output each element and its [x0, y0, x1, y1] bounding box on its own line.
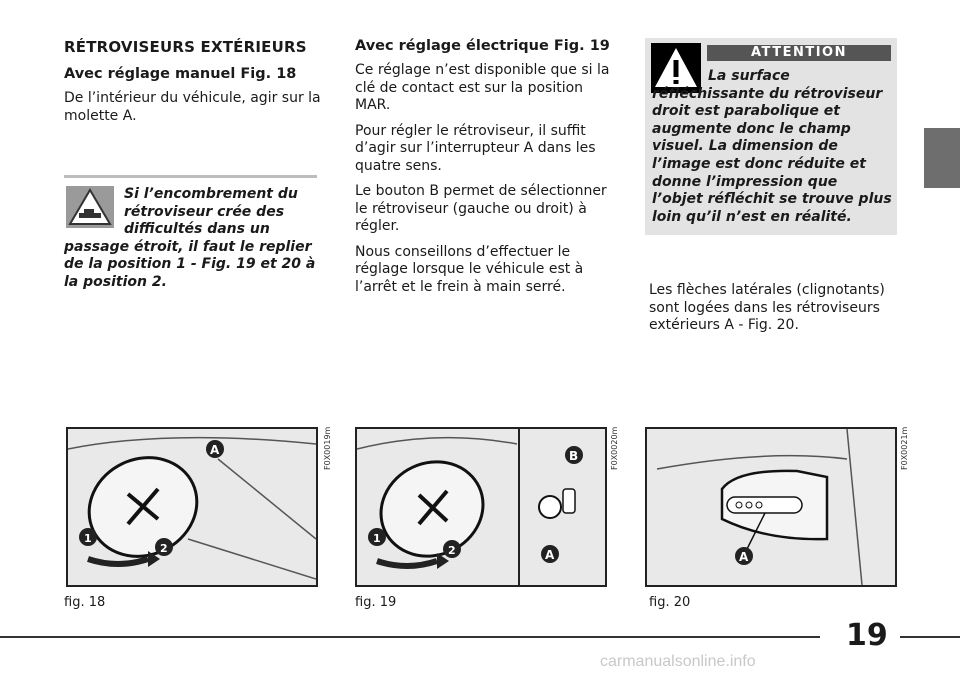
footer-rule: [0, 636, 820, 638]
note-text: Si l’encombrement du rétroviseur crée des difficultés dans un passage étroit, il faut le replier de la position 1 - Fig. 19 et 20 à la position 2.: [64, 186, 316, 290]
svg-text:2: 2: [160, 542, 168, 555]
figure-caption: fig. 20: [649, 595, 691, 610]
attention-text: La surface réfléchissante du rétroviseur droit est parabolique et augmente donc le champ visuel. La dimension de l’image est donc réduite et donne l’impression que l’objet réfléchit se trouve plus loin qu’il n’est en réalité.: [652, 68, 892, 225]
electric-adjust-heading: Avec réglage électrique Fig. 19: [355, 38, 610, 54]
svg-text:1: 1: [84, 532, 92, 545]
manual-adjust-text: De l’intérieur du véhicule, agir sur la molette A.: [64, 90, 321, 124]
svg-text:1: 1: [373, 532, 381, 545]
electric-paragraph: Ce réglage n’est disponible que si la clé de contact est sur la position MAR.: [355, 62, 610, 113]
section-heading: RÉTROVISEURS EXTÉRIEURS: [64, 38, 307, 56]
figure-20: [645, 427, 897, 587]
electric-paragraph: Pour régler le rétroviseur, il suffit d’agir sur l’interrupteur A dans les quatre sens.: [355, 122, 596, 174]
electric-paragraph: Nous conseillons d’effectuer le réglage lorsque le véhicule est à l’arrêt et le frein à main serré.: [355, 243, 584, 295]
figure-code: F0X0020m: [610, 426, 619, 470]
watermark: carmanualsonline.info: [600, 653, 756, 670]
figure-18: [66, 427, 318, 587]
figure-code: F0X0019m: [323, 426, 332, 470]
svg-text:2: 2: [448, 544, 456, 557]
car-warning-icon: [66, 186, 114, 228]
note-box: [64, 186, 320, 291]
attention-title: ATTENTION: [707, 45, 891, 61]
column-1: [64, 38, 322, 133]
svg-text:A: A: [545, 548, 555, 562]
figure-19: [355, 427, 607, 587]
svg-text:B: B: [569, 449, 579, 463]
svg-text:A: A: [739, 550, 749, 564]
electric-paragraph: Le bouton B permet de sélectionner le rétroviseur (gauche ou droit) à régler.: [355, 183, 607, 234]
figure-caption: fig. 18: [64, 595, 106, 610]
footer-rule: [900, 636, 960, 638]
attention-box: [645, 38, 897, 235]
divider: [64, 175, 317, 178]
section-tab: [924, 128, 960, 188]
svg-text:A: A: [210, 443, 220, 457]
column-2: [355, 38, 613, 304]
page-number: 19: [846, 618, 888, 653]
manual-adjust-heading: Avec réglage manuel Fig. 18: [64, 66, 297, 82]
figure-caption: fig. 19: [355, 595, 397, 610]
column-3-text: [649, 282, 889, 343]
figure-code: F0X0021m: [900, 426, 909, 470]
indicator-text: Les flèches latérales (clignotants) sont logées dans les rétroviseurs extérieurs A - Fig. 20.: [649, 282, 885, 333]
